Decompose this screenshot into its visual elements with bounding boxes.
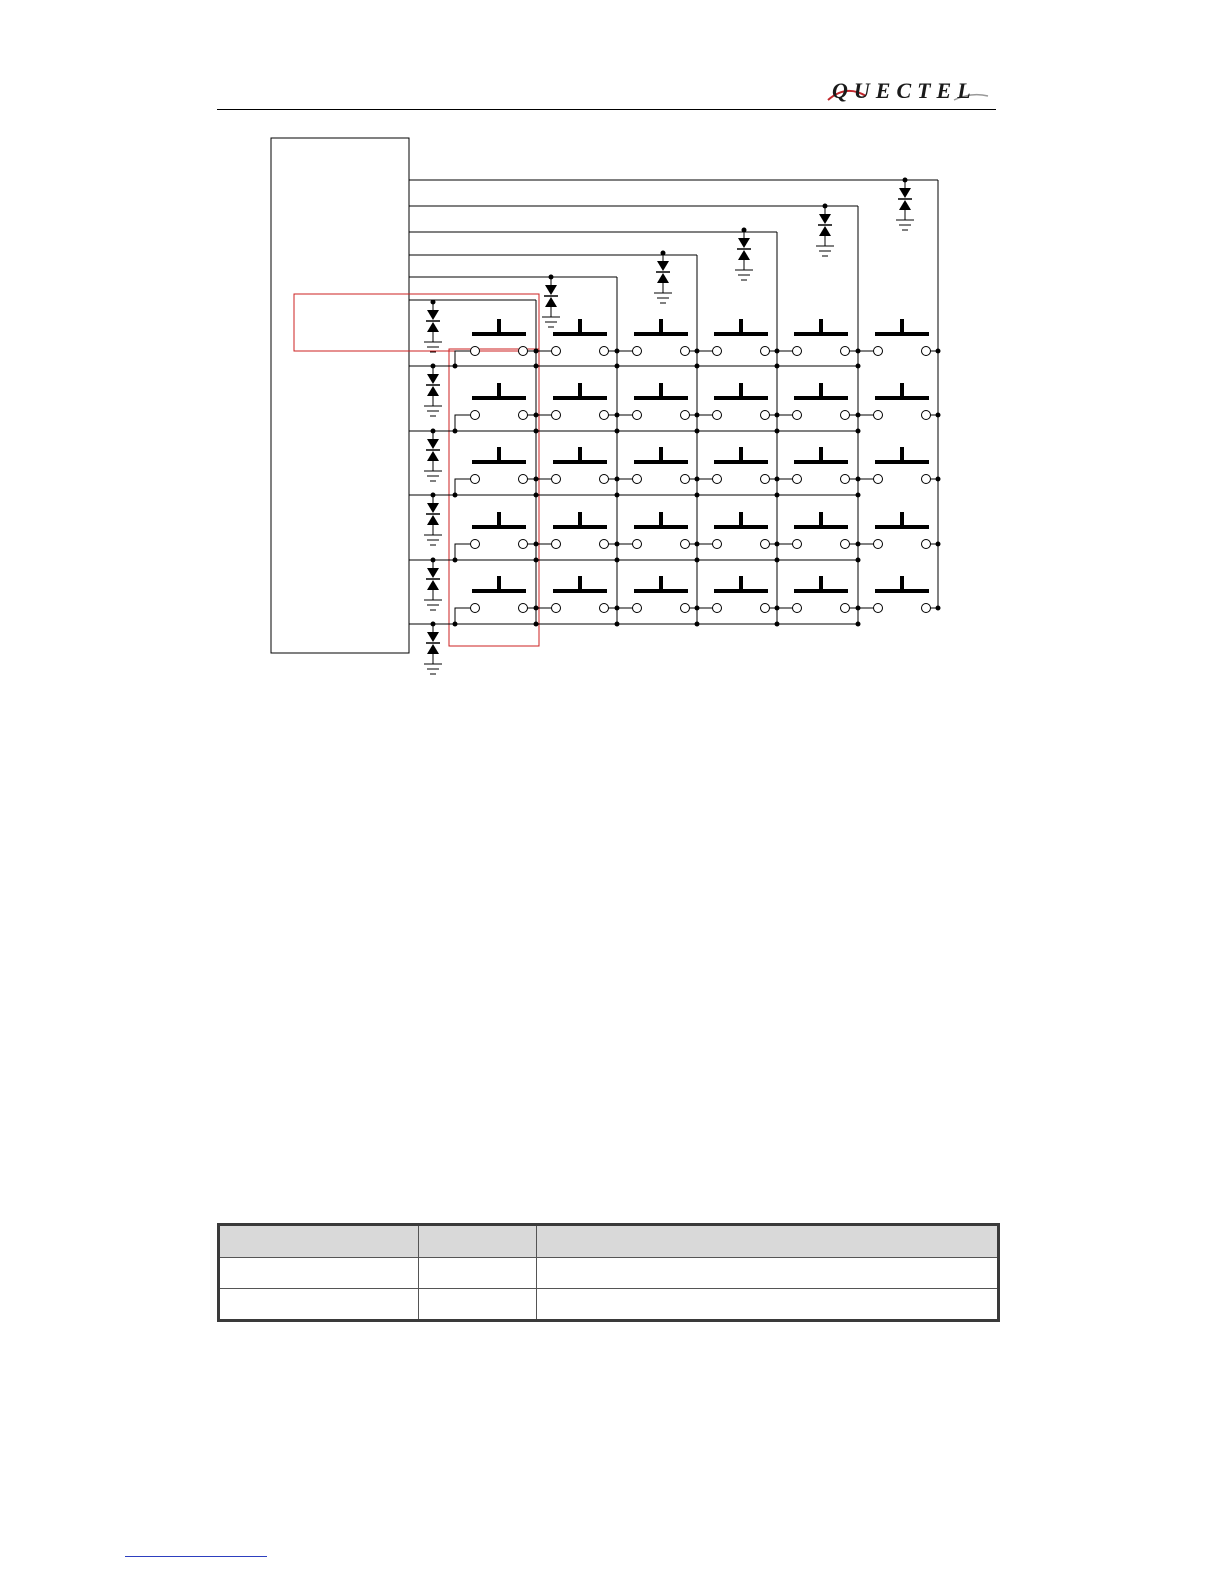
- tvs-diode-icon: [542, 275, 560, 328]
- highlight-box-top: [294, 294, 539, 351]
- tvs-diode-icon: [424, 558, 442, 611]
- keypad-switch-icon: [856, 319, 941, 369]
- keypad-switch-icon: [534, 447, 620, 498]
- keypad-switch-icon: [775, 383, 861, 434]
- keypad-switch-icon: [856, 383, 941, 434]
- keypad-switch-icon: [856, 447, 941, 498]
- keypad-switch-icon: [534, 576, 620, 627]
- keypad-switch-icon: [453, 383, 539, 434]
- keypad-switch-icon: [453, 576, 539, 627]
- keypad-switch-icon: [534, 512, 620, 563]
- logo-text: QUECTEL: [832, 78, 977, 103]
- keypad-switch-icon: [856, 576, 941, 627]
- keypad-switch-icon: [695, 512, 780, 563]
- keypad-switch-icon: [615, 383, 700, 434]
- table-cell: [419, 1289, 537, 1321]
- table-header-cell: [419, 1225, 537, 1258]
- keypad-switch-icon: [615, 576, 700, 627]
- table-header-row: [219, 1225, 999, 1258]
- table-header-cell: [219, 1225, 419, 1258]
- keypad-switch-icon: [615, 512, 700, 563]
- keypad-switch-icon: [775, 512, 861, 563]
- table-cell: [219, 1289, 419, 1321]
- highlight-box-column: [449, 349, 539, 646]
- tvs-diode-icon: [896, 178, 914, 231]
- keypad-switch-icon: [695, 383, 780, 434]
- tvs-diode-icon: [424, 364, 442, 417]
- table-row: [219, 1289, 999, 1321]
- tvs-diode-icon: [424, 429, 442, 482]
- keypad-switch-icon: [534, 383, 620, 434]
- table-cell: [219, 1258, 419, 1289]
- pin-table: [217, 1223, 1000, 1322]
- tvs-diode-icon: [654, 251, 672, 304]
- table-cell: [537, 1289, 999, 1321]
- keypad-switch-icon: [615, 319, 700, 369]
- keypad-switch-icon: [775, 447, 861, 498]
- tvs-diode-icon: [424, 622, 442, 675]
- footer-link-underline[interactable]: [125, 1556, 267, 1557]
- table-header-cell: [537, 1225, 999, 1258]
- keypad-schematic: [0, 0, 1224, 700]
- keypad-switch-icon: [695, 447, 780, 498]
- tvs-diode-icon: [424, 493, 442, 546]
- tvs-diode-icon: [816, 204, 834, 257]
- tvs-diode-icon: [735, 228, 753, 281]
- keypad-switch-icon: [453, 447, 539, 498]
- keypad-switch-icon: [695, 576, 780, 627]
- keypad-switch-icon: [775, 319, 861, 369]
- keypad-switch-icon: [534, 319, 620, 369]
- keypad-switch-icon: [856, 512, 941, 563]
- keypad-switch-icon: [453, 512, 539, 563]
- keypad-switch-icon: [615, 447, 700, 498]
- table-row: [219, 1258, 999, 1289]
- keypad-switch-icon: [453, 319, 539, 369]
- table-cell: [537, 1258, 999, 1289]
- table-cell: [419, 1258, 537, 1289]
- module-block: [271, 138, 409, 653]
- keypad-switch-icon: [695, 319, 780, 369]
- tvs-diode-icon: [424, 300, 442, 353]
- keypad-switch-icon: [775, 576, 861, 627]
